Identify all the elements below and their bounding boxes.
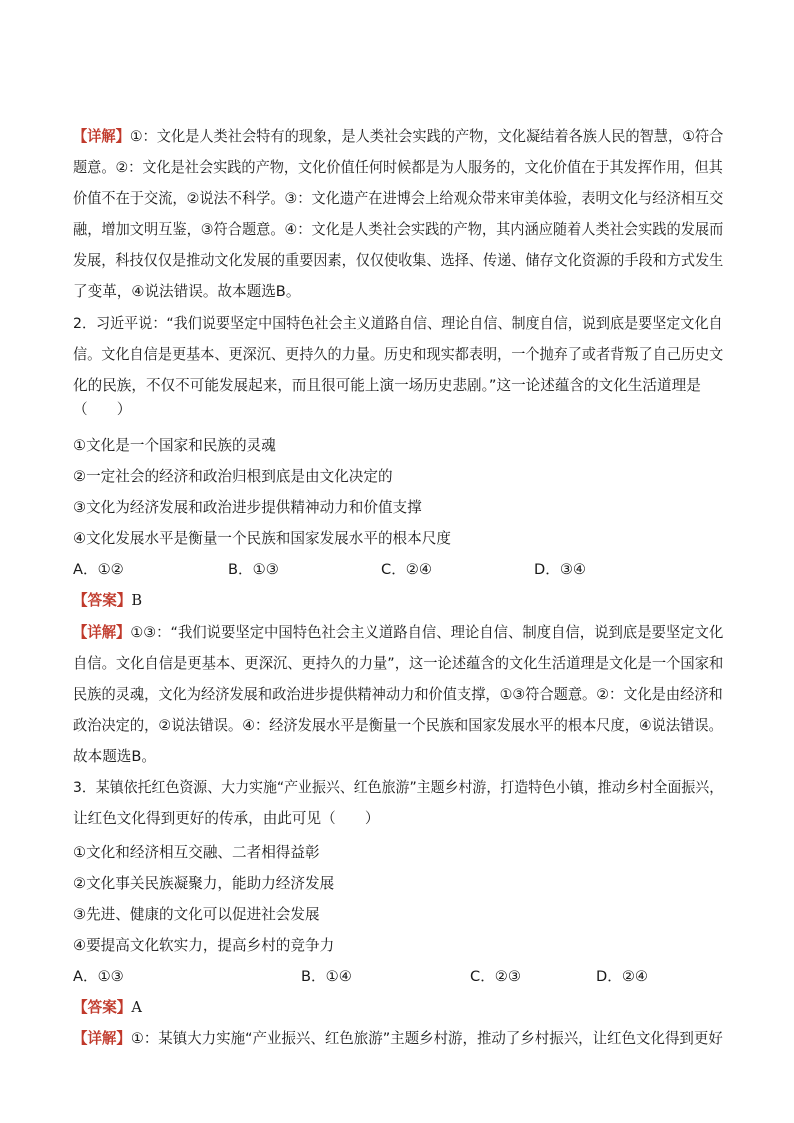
q3-option-d: D．②④: [596, 968, 648, 985]
q3-answer-line: [73, 998, 142, 1018]
q3-item: ①文化和经济相互交融、二者相得益彰: [73, 844, 320, 861]
detail-tag: 【详解】: [73, 624, 131, 641]
q3-item: ④要提高文化软实力，提高乡村的竞争力: [73, 937, 335, 954]
q3-option-a: A．①③: [73, 968, 124, 985]
q2-stem-line: 信。文化自信是更基本、更深沉、更持久的力量。历史和现实都表明，一个抛弃了或者背叛了自己历史文: [73, 346, 724, 363]
q3-stem-line: 让红色文化得到更好的传承，由此可见（ ）: [73, 810, 380, 827]
q1-detail-line: 【详解】①：文化是人类社会特有的现象，是人类社会实践的产物，文化凝结着各族人民的智慧，①符合: [73, 128, 724, 145]
q2-detail-line: 故本题选B。: [73, 748, 156, 765]
answer-tag: 【答案】: [73, 592, 132, 609]
q2-stem-line: 化的民族，不仅不可能发展起来，而且很可能上演一场历史悲剧。”这一论述蕴含的文化生活道理是: [73, 377, 701, 394]
q2-item: ②一定社会的经济和政治归根到底是由文化决定的: [73, 468, 393, 485]
q2-item: ④文化发展水平是衡量一个民族和国家发展水平的根本尺度: [73, 530, 451, 547]
q1-detail-line: 题意。②：文化是社会实践的产物，文化价值任何时候都是为人服务的，文化价值在于其发挥作用，但其: [73, 159, 723, 176]
q2-item: ③文化为经济发展和政治进步提供精神动力和价值支撑: [73, 499, 422, 516]
q3-stem-line: 3．某镇依托红色资源、大力实施“产业振兴、红色旅游”主题乡村游，打造特色小镇，推动乡村全面振兴，: [73, 779, 724, 796]
answer-tag: 【答案】: [73, 999, 132, 1016]
q2-detail-line: 【详解】①③：“我们说要坚定中国特色社会主义道路自信、理论自信、制度自信，说到底是要坚定文化: [73, 624, 724, 641]
q3-option-c: C．②③: [470, 968, 521, 985]
q3-item: ③先进、健康的文化可以促进社会发展: [73, 906, 320, 923]
q2-answer-line: [73, 591, 142, 611]
q2-stem-line: 2．习近平说：“我们说要坚定中国特色社会主义道路自信、理论自信、制度自信，说到底是要坚定文化自: [73, 315, 723, 332]
q3-answer: A: [131, 999, 142, 1016]
q2-answer: B: [131, 592, 143, 609]
q2-stem-line: （ ）: [73, 401, 132, 418]
q2-option-a: A．①②: [73, 561, 124, 578]
q2-detail-line: 自信。文化自信是更基本、更深沉、更持久的力量”，这一论述蕴含的文化生活道理是文化是一个国家和: [73, 655, 724, 672]
q1-detail-line: 价值不在于交流，②说法不科学。③：文化遗产在进博会上给观众带来审美体验，表明文化与经济相互交: [73, 190, 724, 207]
detail-tag: 【详解】: [73, 128, 130, 145]
q2-item: ①文化是一个国家和民族的灵魂: [73, 437, 276, 454]
q1-detail-line: 融，增加文明互鉴，③符合题意。④：文化是人类社会实践的产物，其内涵应随着人类社会实践的发展而: [73, 221, 724, 238]
q1-detail-line: 发展，科技仅仅是推动文化发展的重要因素，仅仅使收集、选择、传递、储存文化资源的手段和方式发生: [73, 252, 724, 269]
q1-detail-line: 了变革，④说法错误。故本题选B。: [73, 283, 301, 300]
q2-detail-line: 政治决定的，②说法错误。④：经济发展水平是衡量一个民族和国家发展水平的根本尺度，④说法错误。: [73, 717, 723, 734]
q2-detail-line: 民族的灵魂，文化为经济发展和政治进步提供精神动力和价值支撑，①③符合题意。②：文化是由经济和: [73, 686, 723, 703]
detail-tag: 【详解】: [73, 1030, 131, 1047]
q2-option-d: D．③④: [534, 561, 586, 578]
q3-option-b: B．①④: [301, 968, 352, 985]
q3-detail-line: 【详解】①：某镇大力实施“产业振兴、红色旅游”主题乡村游，推动了乡村振兴，让红色文化得到更好: [73, 1030, 723, 1047]
q2-option-b: B．①③: [228, 561, 279, 578]
q2-option-c: C．②④: [381, 561, 432, 578]
q3-item: ②文化事关民族凝聚力，能助力经济发展: [73, 875, 335, 892]
